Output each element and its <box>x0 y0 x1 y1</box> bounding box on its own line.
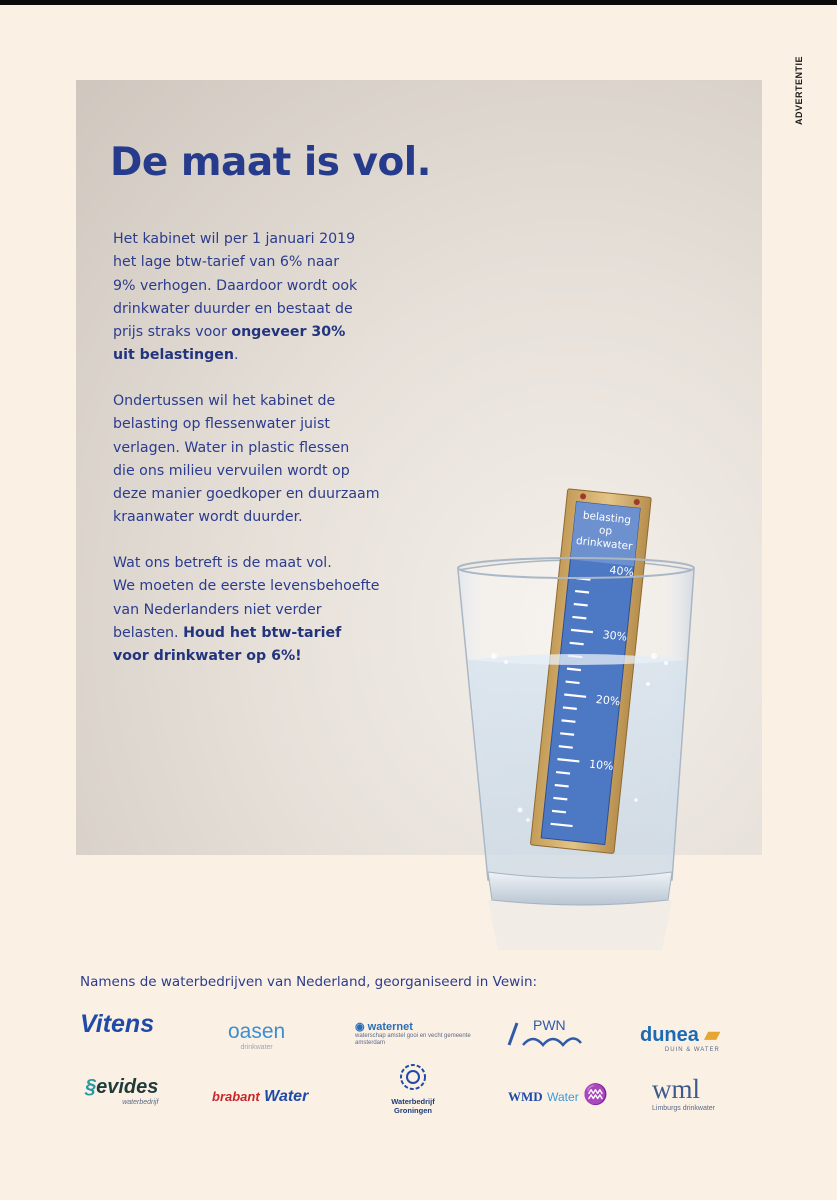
footer-intro: Namens de waterbedrijven van Nederland, georganiseerd in Vewin: <box>80 974 538 990</box>
logo-wmd-water <box>508 1082 608 1107</box>
wml-wordmark: wml <box>652 1074 701 1104</box>
spiral-icon <box>398 1062 428 1092</box>
waternet-name: waternet <box>367 1021 413 1033</box>
evides-name: evides <box>96 1076 159 1098</box>
dunea-name: dunea <box>640 1024 699 1046</box>
waternet-wordmark <box>355 1020 475 1033</box>
oasen-tagline: drinkwater <box>240 1044 273 1051</box>
logo-waternet <box>355 1020 475 1047</box>
brabant-wordmark: brabant <box>212 1089 260 1104</box>
paragraph-2-line: belasting op flessenwater juist <box>113 416 330 433</box>
paragraph-1 <box>113 228 357 368</box>
paragraph-3-line: Wat ons betreft is de maat vol. <box>113 555 332 571</box>
wbg-line-1: Waterbedrijf <box>391 1097 435 1106</box>
water-splash-icon: ♒ <box>583 1084 609 1106</box>
ruler-tick-label-40: 40% <box>608 563 635 580</box>
brabant-water-wordmark: Water <box>264 1088 309 1105</box>
paragraph-1-line: prijs straks voor <box>113 324 232 341</box>
wml-tagline: Limburgs drinkwater <box>652 1105 716 1112</box>
paragraph-1-line: Het kabinet wil per 1 januari 2019 <box>113 231 356 247</box>
emphasis-uit-belastingen: uit belastingen <box>113 347 234 364</box>
glass-reflection <box>488 900 672 950</box>
seahorse-icon: § <box>85 1076 97 1098</box>
logo-dunea <box>640 1022 720 1053</box>
dunea-tagline: DUIN & WATER <box>664 1047 720 1053</box>
emphasis-ongeveer-30: ongeveer 30% <box>231 324 346 341</box>
paragraph-1-line: drinkwater duurder en bestaat de <box>113 300 353 317</box>
headline: De maat is vol. <box>110 140 431 185</box>
paragraph-2 <box>113 390 380 530</box>
logo-brabant-water <box>212 1088 308 1106</box>
paragraph-1-line: 9% verhogen. Daardoor wordt ook <box>113 277 358 294</box>
dunea-wordmark <box>640 1022 720 1047</box>
paragraph-2-line: Ondertussen wil het kabinet de <box>113 393 336 409</box>
side-label-advertentie: ADVERTENTIE <box>794 55 804 125</box>
ruler-tick-label-10: 10% <box>588 757 615 773</box>
top-black-edge <box>0 0 837 5</box>
paragraph-1-tail: . <box>233 347 239 364</box>
pwn-wordmark: PWN <box>533 1017 566 1033</box>
vitens-wordmark: Vitens <box>80 1010 155 1038</box>
paragraph-2-line: verlagen. Water in plastic flessen <box>113 439 350 456</box>
evides-tagline: waterbedrijf <box>122 1099 159 1106</box>
ruler-label-line: drinkwater <box>575 534 633 553</box>
emphasis-voor-drinkwater: voor drinkwater op 6%! <box>113 648 302 665</box>
ruler-tick-label-20: 20% <box>595 692 621 709</box>
wbg-line-2: Groningen <box>394 1106 432 1115</box>
paragraph-3 <box>113 552 380 668</box>
paragraph-2-line: kraanwater wordt duurder. <box>113 509 303 526</box>
wmd-water-wordmark: Water <box>547 1090 579 1104</box>
logo-oasen <box>228 1020 285 1051</box>
logo-evides <box>85 1076 158 1106</box>
wmd-wordmark: WMD <box>508 1089 543 1104</box>
dune-icon: ▰ <box>704 1024 720 1046</box>
logo-waterbedrijf-groningen <box>382 1062 444 1115</box>
paragraph-3-line: We moeten de eerste levensbehoefte <box>113 578 380 595</box>
ruler-tick-label-30: 30% <box>602 628 628 644</box>
logo-pwn <box>505 1015 585 1058</box>
paragraph-2-line: die ons milieu vervuilen wordt op <box>113 462 350 479</box>
waternet-tagline: waterschap amstel gooi en vecht gemeente amsterdam <box>355 1033 471 1046</box>
water-glass-illustration <box>440 480 710 950</box>
logo-vitens <box>80 1010 154 1039</box>
paragraph-1-line: het lage btw-tarief van 6% naar <box>113 254 340 271</box>
paragraph-3-line: van Nederlanders niet verder <box>113 601 322 618</box>
logo-wml <box>652 1074 715 1112</box>
emphasis-houd-het-btw-tarief: Houd het btw-tarief <box>183 624 342 641</box>
evides-wordmark <box>85 1076 158 1099</box>
droplet-icon: ◉ <box>355 1021 365 1033</box>
paragraph-2-line: deze manier goedkoper en duurzaam <box>113 486 380 503</box>
paragraph-3-line: belasten. <box>113 624 184 641</box>
ruler-label-line: belasting <box>582 509 632 527</box>
ruler-label-line: op <box>598 524 613 538</box>
oasen-wordmark: oasen <box>228 1020 286 1043</box>
